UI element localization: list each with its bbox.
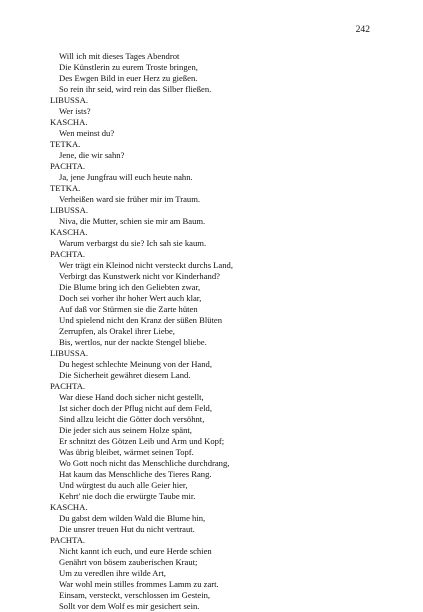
verse-line: Er schnitzt des Götzen Leib und Arm und Kopf; (59, 436, 390, 447)
verse-line: Jene, die wir sahn? (59, 150, 390, 161)
verse-line: Und würgtest du auch alle Geier hier, (59, 480, 390, 491)
speaker-name: TETKA. (50, 139, 390, 150)
speaker-name: KASCHA. (50, 227, 390, 238)
verse-line: Verheißen ward sie früher mir im Traum. (59, 194, 390, 205)
verse-line: Kehrt' nie doch die erwürgte Taube mir. (59, 491, 390, 502)
speaker-name: PACHTA. (50, 535, 390, 546)
verse-line: Die Künstlerin zu eurem Troste bringen, (59, 62, 390, 73)
verse-line: Und spielend nicht den Kranz der süßen Blüten (59, 315, 390, 326)
verse-line: Doch sei vorher ihr hoher Wert auch klar, (59, 293, 390, 304)
verse-line: Um zu veredlen ihre wilde Art, (59, 568, 390, 579)
play-text (50, 51, 390, 612)
verse-line: Verbirgt das Kunstwerk nicht vor Kinderhand? (59, 271, 390, 282)
verse-line: Zerrupfen, als Orakel ihrer Liebe, (59, 326, 390, 337)
speaker-name: KASCHA. (50, 502, 390, 513)
speaker-name: TETKA. (50, 183, 390, 194)
verse-line: Wo Gott noch nicht das Menschliche durchdrang, (59, 458, 390, 469)
verse-line: Hat kaum das Menschliche des Tieres Rang. (59, 469, 390, 480)
verse-line: Einsam, versteckt, verschlossen im Gestein, (59, 590, 390, 601)
verse-line: Ja, jene Jungfrau will euch heute nahn. (59, 172, 390, 183)
verse-line: Warum verbargst du sie? Ich sah sie kaum. (59, 238, 390, 249)
speaker-name: PACHTA. (50, 161, 390, 172)
verse-line: Die Sicherheit gewähret diesem Land. (59, 370, 390, 381)
speaker-name: LIBUSSA. (50, 205, 390, 216)
verse-line: Sind allzu leicht die Götter doch versöhnt, (59, 414, 390, 425)
verse-line: So rein ihr seid, wird rein das Silber fließen. (59, 84, 390, 95)
verse-line: Die Blume bring ich den Geliebten zwar, (59, 282, 390, 293)
verse-line: Auf daß vor Stürmen sie die Zarte hüten (59, 304, 390, 315)
speaker-name: KASCHA. (50, 117, 390, 128)
verse-line: Wer ists? (59, 106, 390, 117)
speaker-name: PACHTA. (50, 249, 390, 260)
verse-line: Du hegest schlechte Meinung von der Hand, (59, 359, 390, 370)
verse-line: Ist sicher doch der Pflug nicht auf dem Feld, (59, 403, 390, 414)
verse-line: War diese Hand doch sicher nicht gestellt, (59, 392, 390, 403)
verse-line: Sollt vor dem Wolf es mir gesichert sein. (59, 601, 390, 612)
verse-line: Bis, wertlos, nur der nackte Stengel bliebe. (59, 337, 390, 348)
speaker-name: LIBUSSA. (50, 95, 390, 106)
speaker-name: LIBUSSA. (50, 348, 390, 359)
verse-line: Was übrig bleibet, wärmet seinen Topf. (59, 447, 390, 458)
verse-line: Des Ewgen Bild in euer Herz zu gießen. (59, 73, 390, 84)
verse-line: Will ich mit dieses Tages Abendrot (59, 51, 390, 62)
verse-line: Die unsrer treuen Hut du nicht vertraut. (59, 524, 390, 535)
verse-line: Wen meinst du? (59, 128, 390, 139)
verse-line: Wer trägt ein Kleinod nicht versteckt durchs Land, (59, 260, 390, 271)
verse-line: Niva, die Mutter, schien sie mir am Baum. (59, 216, 390, 227)
page-number: 242 (356, 24, 370, 35)
verse-line: Genährt von bösem zauberischen Kraut; (59, 557, 390, 568)
verse-line: Die jeder sich aus seinem Holze spänt, (59, 425, 390, 436)
verse-line: Du gabst dem wilden Wald die Blume hin, (59, 513, 390, 524)
verse-line: Nicht kannt ich euch, und eure Herde schien (59, 546, 390, 557)
verse-line: War wohl mein stilles frommes Lamm zu zart. (59, 579, 390, 590)
speaker-name: PACHTA. (50, 381, 390, 392)
